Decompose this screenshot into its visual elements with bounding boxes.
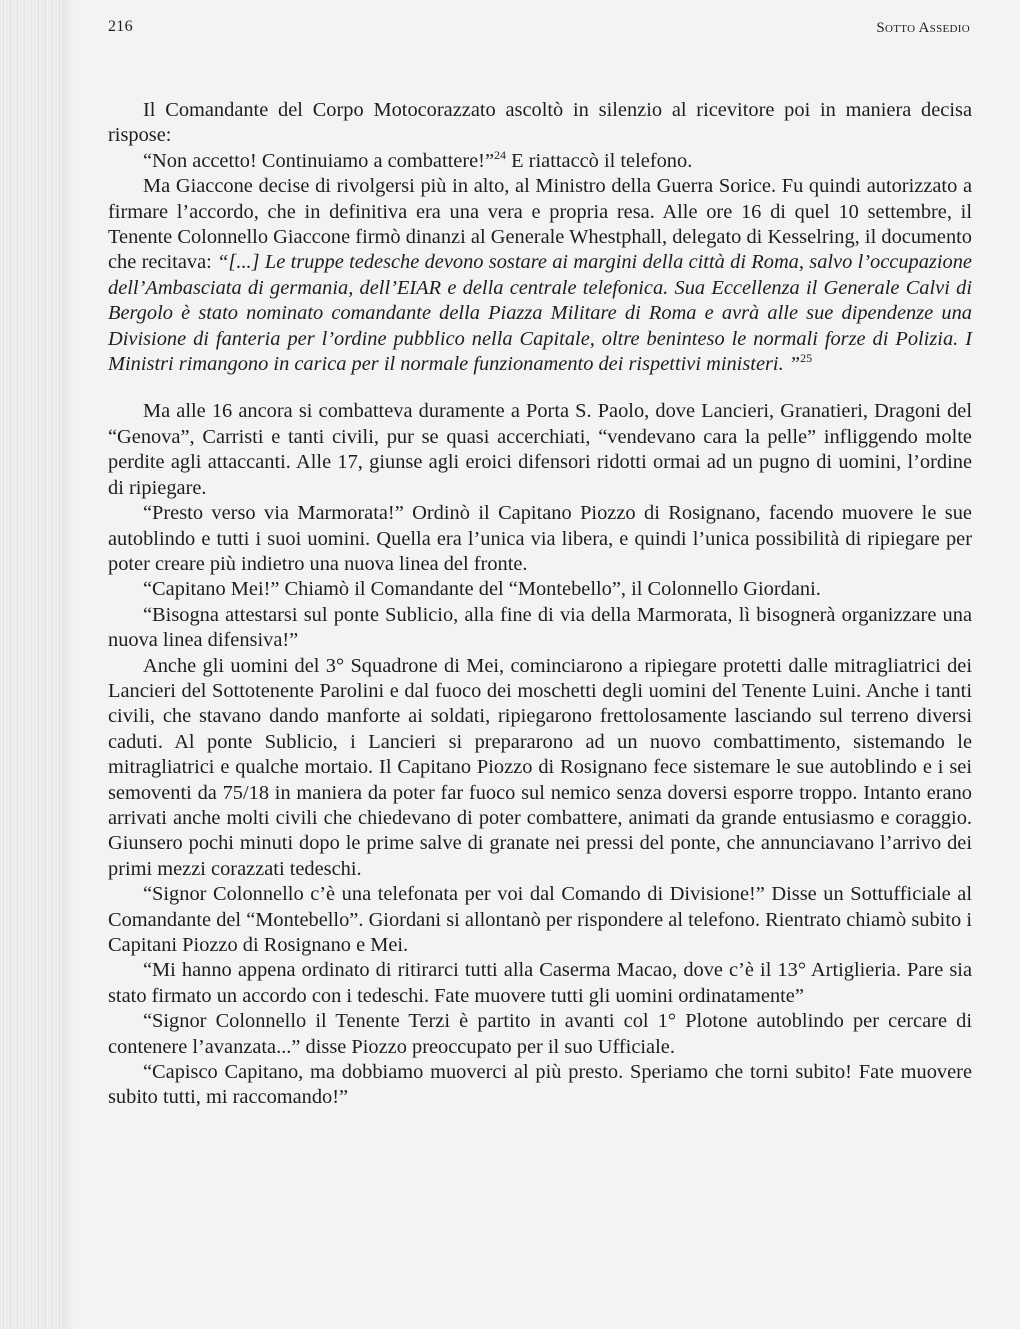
- running-title: Sotto Assedio: [876, 20, 970, 36]
- paragraph-10: “Mi hanno appena ordinato di ritirarci tutti alla Caserma Macao, dove c’è il 13° Artiglieria. Pare sia stato firmato un accordo con i tedeschi. Fate muovere tutti gli uomini ordinatamente”: [108, 959, 972, 1007]
- paragraph-3-text: Ma Giaccone decise di rivolgersi più in alto, al Ministro della Guerra Sorice. Fu quindi autorizzato a firmare l’accordo, che in definitiva era una vera e propria resa. Alle ore 16 di quel 10 settembre, il Tenente Colonnello Giaccone firmò dinanzi al Generale Whestphall, delegato di Kesselring, il documento che recitava:: [108, 175, 972, 274]
- footnote-ref-25: 25: [800, 351, 813, 366]
- body-text: [108, 98, 972, 1111]
- paragraph-6: “Capitano Mei!” Chiamò il Comandante del “Montebello”, il Colonnello Giordani.: [143, 578, 821, 601]
- paragraph-4: Ma alle 16 ancora si combatteva duramente a Porta S. Paolo, dove Lancieri, Granatieri, Dragoni del “Genova”, Carristi e tanti civili, pur se quasi accerchiati, “vendevano cara la pelle” infliggendo molte perdite agli attaccanti. Alle 17, giunse agli eroici difensori ridotti ormai ad un pugno di uomini, l’ordine di ripiegare.: [108, 400, 972, 499]
- paragraph-11: “Signor Colonnello il Tenente Terzi è partito in avanti col 1° Plotone autoblindo per cercare di contenere l’avanzata...” disse Piozzo preoccupato per il suo Ufficiale.: [108, 1010, 972, 1058]
- paragraph-2-tail: E riattaccò il telefono.: [506, 149, 693, 172]
- paragraph-5: “Presto verso via Marmorata!” Ordinò il Capitano Piozzo di Rosignano, facendo muovere le sue autoblindo e tutti i suoi uomini. Quella era l’unica via libera, e quindi l’unica possibilità di ripiegare per poter creare più indietro una nuova linea del fronte.: [108, 502, 972, 575]
- paragraph-1: Il Comandante del Corpo Motocorazzato ascoltò in silenzio al ricevitore poi in maniera decisa rispose:: [108, 99, 972, 147]
- paragraph-3: [108, 174, 972, 377]
- footnote-ref-24: 24: [494, 147, 507, 162]
- paragraph-7: “Bisogna attestarsi sul ponte Sublicio, alla fine di via della Marmorata, lì bisognerà organizzare una nuova linea difensiva!”: [108, 603, 972, 652]
- paragraph-9: “Signor Colonnello c’è una telefonata per voi dal Comando di Divisione!” Disse un Sottufficiale al Comandante del “Montebello”. Giordani si allontanò per rispondere al telefono. Rientrato chiamò subito i Capitani Piozzo di Rosignano e Mei.: [108, 883, 972, 956]
- agreement-quotation: “[...] Le truppe tedesche devono sostare ai margini della città di Roma, salvo l’occupazione dell’Ambasciata di germania, dell’EIAR e della centrale telefonica. Sua Eccellenza il Generale Calvi di Bergolo è stato nominato comandante della Piazza Militare di Roma e avrà alle sue dipendenze una Divisione di fanteria per l’ordine pubblico nella Capitale, oltre beninteso le normali forze di Polizia. I Ministri rimangono in carica per il normale funzionamento dei rispettivi ministeri. ”: [108, 251, 972, 376]
- page-binding-edge: [0, 0, 62, 1329]
- page-number: 216: [108, 18, 133, 35]
- paragraph-12: “Capisco Capitano, ma dobbiamo muoverci al più presto. Speriamo che torni subito! Fate muovere subito tutti, mi raccomando!”: [108, 1061, 972, 1109]
- paragraph-2: [108, 149, 972, 174]
- paragraph-2-quote: “Non accetto! Continuiamo a combattere!”: [143, 149, 495, 172]
- paragraph-8: Anche gli uomini del 3° Squadrone di Mei, cominciarono a ripiegare protetti dalle mitragliatrici dei Lancieri del Sottotenente Parolini e dal fuoco dei moschetti degli uomini del Tenente Luini. Anche i tanti civili, che stavano dando manforte ai soldati, ripiegarono frettolosamente lasciando sul terreno diversi caduti. Al ponte Sublicio, i Lancieri si prepararono ad un nuovo combattimento, sistemando le mitragliatrici e qualche mortaio. Il Capitano Piozzo di Rosignano fece sistemare le sue autoblindo e i sei semoventi da 75/18 in maniera da poter far fuoco sul nemico senza doversi esporre troppo. Intanto erano arrivati anche molti civili che chiedevano di poter combattere, animati da grande entusiasmo e coraggio. Giunsero pochi minuti dopo le prime salve di granate nei pressi del ponte, che annunciavano l’arrivo dei primi mezzi corazzati tedeschi.: [108, 654, 972, 880]
